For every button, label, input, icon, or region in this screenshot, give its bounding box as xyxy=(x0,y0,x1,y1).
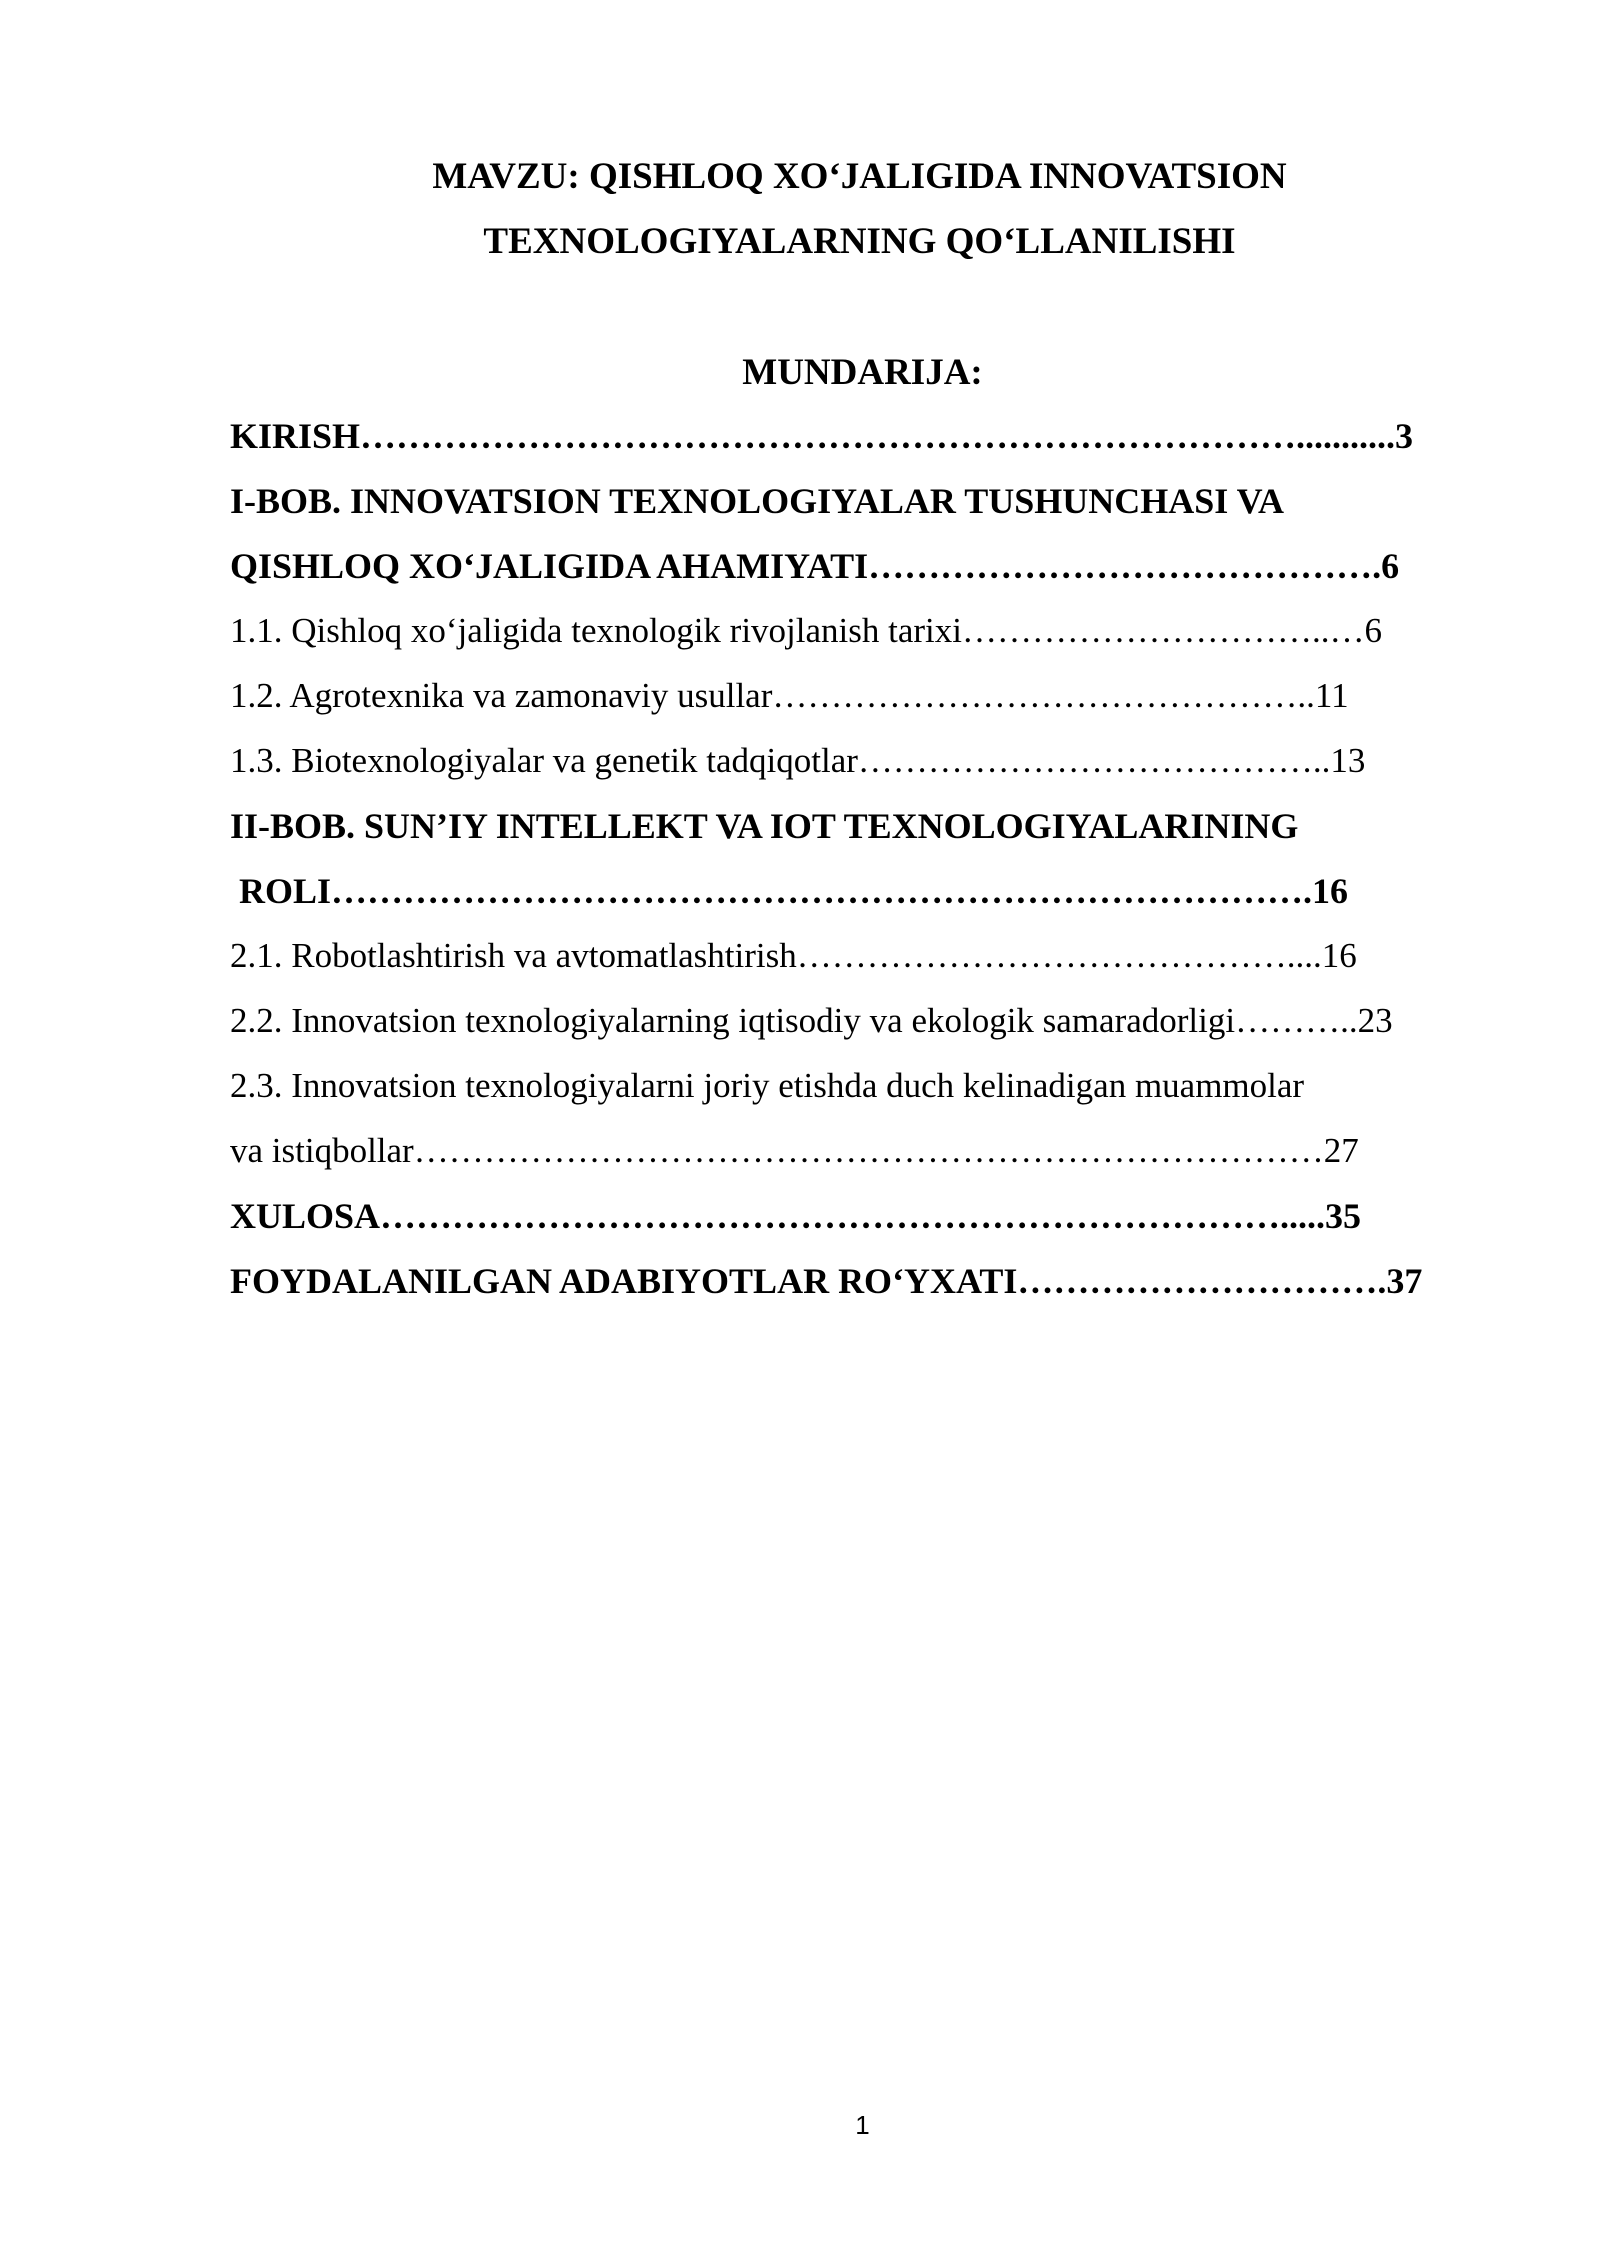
toc-entry-chapter-2-line-2: ROLI……………………………………………………………………….16 xyxy=(239,871,1349,911)
table-of-contents xyxy=(230,416,1490,1326)
toc-entry-chapter-1-line-2: QISHLOQ XO‘JALIGIDA AHAMIYATI…………………………………….6 xyxy=(230,546,1400,586)
toc-heading: MUNDARIJA: xyxy=(742,352,983,393)
toc-entry-2-1: 2.1. Robotlashtirish va avtomatlashtirish……………………………………....16 xyxy=(230,936,1357,975)
toc-entry-1-1: 1.1. Qishloq xo‘jaligida texnologik rivojlanish tarixi…………………………..…6 xyxy=(230,611,1382,650)
toc-entry-references: FOYDALANILGAN ADABIYOTLAR RO‘YXATI………………………….37 xyxy=(230,1261,1423,1301)
page-number: 1 xyxy=(855,2110,870,2140)
toc-entry-chapter-2-line-1: II-BOB. SUN’IY INTELLEKT VA IOT TEXNOLOGIYALARINING xyxy=(230,806,1299,846)
toc-entry-kirish: KIRISH……………………………………………………………………...........3 xyxy=(230,416,1414,456)
document-title-line-1: MAVZU: QISHLOQ XO‘JALIGIDA INNOVATSION xyxy=(432,156,1287,197)
toc-entry-1-2: 1.2. Agrotexnika va zamonaviy usullar………………………………………..11 xyxy=(230,676,1349,715)
toc-entry-xulosa: XULOSA………………………………………………………………….....35 xyxy=(230,1196,1362,1236)
toc-entry-1-3: 1.3. Biotexnologiyalar va genetik tadqiqotlar…………………………………..13 xyxy=(230,741,1366,780)
toc-entry-2-3-line-1: 2.3. Innovatsion texnologiyalarni joriy etishda duch kelinadigan muammolar xyxy=(230,1066,1305,1105)
document-title-line-2: TEXNOLOGIYALARNING QO‘LLANILISHI xyxy=(483,221,1236,262)
toc-entry-2-2: 2.2. Innovatsion texnologiyalarning iqtisodiy va ekologik samaradorligi………..23 xyxy=(230,1001,1393,1040)
toc-entry-2-3-line-2: va istiqbollar……………………………………………………………………27 xyxy=(230,1131,1359,1170)
toc-entry-chapter-1-line-1: I-BOB. INNOVATSION TEXNOLOGIYALAR TUSHUNCHASI VA xyxy=(230,481,1284,521)
